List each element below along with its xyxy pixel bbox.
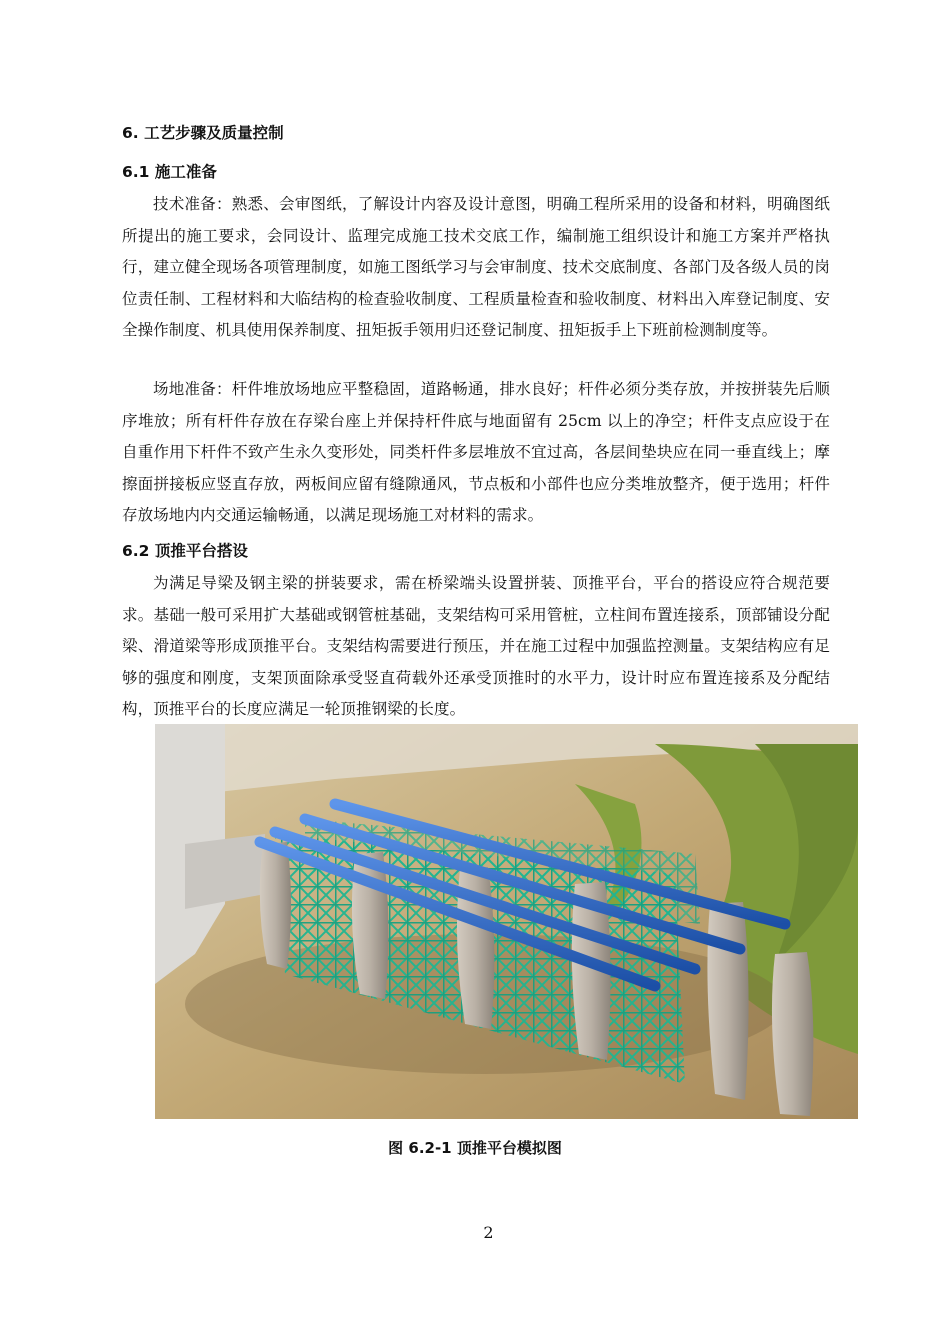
subsection-title-6-1: 6.1 施工准备 [122, 163, 217, 181]
section-title: 6. 工艺步骤及质量控制 [122, 124, 284, 142]
paragraph-technical-preparation: 技术准备：熟悉、会审图纸，了解设计内容及设计意图，明确工程所采用的设备和材料，明确图纸所提出的施工要求，会同设计、监理完成施工技术交底工作，编制施工组织设计和施工方案并严格执行，建立健全现场各项管理制度，如施工图纸学习与会审制度、技术交底制度、各部门及各级人员的岗位责任制、工程材料和大临结构的检查验收制度、工程质量检查和验收制度、材料出入库登记制度、安全操作制度、机具使用保养制度、扭矩扳手领用归还登记制度、扭矩扳手上下班前检测制度等。 [122, 195, 830, 339]
subsection-title-6-2: 6.2 顶推平台搭设 [122, 542, 248, 560]
page-number: 2 [483, 1223, 494, 1242]
figure-caption: 图 6.2-1 顶推平台模拟图 [388, 1139, 562, 1157]
paragraph-site-preparation: 场地准备：杆件堆放场地应平整稳固，道路畅通，排水良好；杆件必须分类存放，并按拼装先后顺序堆放；所有杆件存放在存梁台座上并保持杆件底与地面留有 25cm 以上的净空；杆件支点应设于在自重作用下杆件不致产生永久变形处，同类杆件多层堆放不宜过高，各层间垫块应在同一垂直线上；摩擦面拼接板应竖直存放，两板间应留有缝隙通风，节点板和小部件也应分类堆放整齐，便于选用；杆件存放场地内内交通运输畅通，以满足现场施工对材料的需求。 [122, 380, 830, 524]
pushing-platform-render-image [155, 724, 858, 1119]
paragraph-platform-erection: 为满足导梁及钢主梁的拼装要求，需在桥梁端头设置拼装、顶推平台，平台的搭设应符合规范要求。基础一般可采用扩大基础或钢管桩基础，支架结构可采用管桩，立柱间布置连接系，顶部铺设分配梁、滑道梁等形成顶推平台。支架结构需要进行预压，并在施工过程中加强监控测量。支架结构应有足够的强度和刚度，支架顶面除承受竖直荷载外还承受顶推时的水平力，设计时应布置连接系及分配结构，顶推平台的长度应满足一轮顶推钢梁的长度。 [122, 574, 830, 718]
